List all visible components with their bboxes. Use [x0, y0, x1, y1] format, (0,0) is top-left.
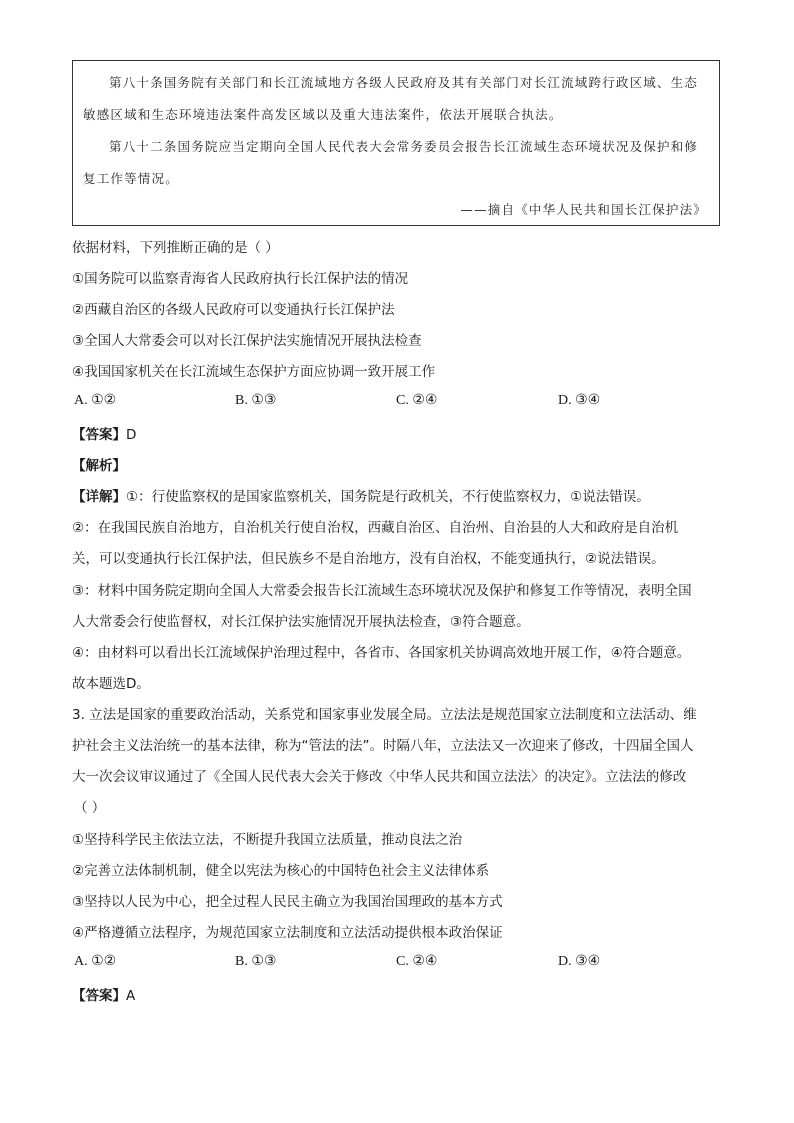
q3-stem-line-1: 3. 立法是国家的重要政治活动，关系党和国家事业发展全局。立法法是规范国家立法制度和立法活动、维: [72, 707, 697, 723]
q2-item-2: ②西藏自治区的各级人民政府可以变通执行长江保护法: [72, 302, 395, 318]
explain-tag: 【详解】: [72, 489, 126, 505]
explain-line-2: ②：在我国民族自治地方，自治机关行使自治权，西藏自治区、自治州、自治县的人大和政府是自治机: [72, 520, 679, 536]
explain-line-5: 人大常委会行使监督权，对长江保护法实施情况开展执法检查，③符合题意。: [72, 614, 530, 630]
q2-stem: 依据材料，下列推断正确的是（ ）: [72, 240, 279, 256]
q2-option-b: B. ①③: [235, 393, 277, 408]
explain-line-4: ③：材料中国务院定期向全国人大常委会报告长江流域生态环境状况及保护和修复工作等情况，表明全国: [72, 583, 692, 599]
q3-answer: [72, 984, 135, 1004]
q2-option-d: D. ③④: [558, 393, 601, 408]
q3-item-2: ②完善立法体制机制，健全以宪法为核心的中国特色社会主义法律体系: [72, 863, 490, 879]
explain-line-1: [72, 485, 650, 505]
answer-value: D: [126, 427, 137, 443]
analysis-tag: 【解析】: [72, 458, 126, 474]
answer-tag: 【答案】: [72, 427, 126, 443]
q3-option-b: B. ①③: [235, 954, 277, 969]
explain-line-3: 关，可以变通执行长江保护法，但民族乡不是自治地方，没有自治权，不能变通执行，②说法错误。: [72, 551, 665, 567]
quote-source: ——摘自《中华人民共和国长江保护法》: [460, 202, 707, 217]
explain-line-6: ④：由材料可以看出长江流域保护治理过程中，各省市、各国家机关协调高效地开展工作，④符合题意。: [72, 645, 691, 661]
q3-item-1: ①坚持科学民主依法立法，不断提升我国立法质量，推动良法之治: [72, 832, 463, 848]
q2-item-4: ④我国国家机关在长江流域生态保护方面应协调一致开展工作: [72, 364, 436, 380]
q3-stem-line-2: 护社会主义法治统一的基本法律，称为“管法的法”。时隔八年，立法法又一次迎来了修改，十四届全国人: [72, 738, 694, 754]
q2-option-a: A. ①②: [74, 393, 117, 408]
q3-option-a: A. ①②: [74, 954, 117, 969]
answer-tag: 【答案】: [72, 988, 126, 1004]
q2-answer: [72, 423, 136, 443]
q2-option-c: C. ②④: [396, 393, 438, 408]
quote-line-1: 第八十条国务院有关部门和长江流域地方各级人民政府及其有关部门对长江流域跨行政区域、生态: [109, 75, 699, 90]
q3-item-4: ④严格遵循立法程序，为规范国家立法制度和立法活动提供根本政治保证: [72, 925, 503, 941]
q3-stem-line-3: 大一次会议审议通过了《全国人民代表大会关于修改〈中华人民共和国立法法〉的决定》。立法法的修改: [72, 769, 687, 785]
answer-value: A: [126, 988, 136, 1004]
quote-line-2: 敏感区域和生态环境违法案件高发区域以及重大违法案件，依法开展联合执法。: [83, 107, 563, 122]
quote-line-4: 复工作等情况。: [83, 171, 179, 186]
explain-text-1: ①：行使监察权的是国家监察机关，国务院是行政机关，不行使监察权力，①说法错误。: [126, 489, 650, 505]
q3-option-c: C. ②④: [396, 954, 438, 969]
q2-item-3: ③全国人大常委会可以对长江保护法实施情况开展执法检查: [72, 333, 422, 349]
q3-answer-blank: （ ）: [74, 800, 106, 816]
q3-option-d: D. ③④: [558, 954, 601, 969]
q2-item-1: ①国务院可以监察青海省人民政府执行长江保护法的情况: [72, 271, 409, 287]
explain-line-7: 故本题选D。: [72, 676, 150, 692]
source-material-box: [72, 60, 720, 226]
quote-line-3: 第八十二条国务院应当定期向全国人民代表大会常务委员会报告长江流域生态环境状况及保护和修: [109, 139, 699, 154]
q3-item-3: ③坚持以人民为中心，把全过程人民民主确立为我国治国理政的基本方式: [72, 894, 503, 910]
